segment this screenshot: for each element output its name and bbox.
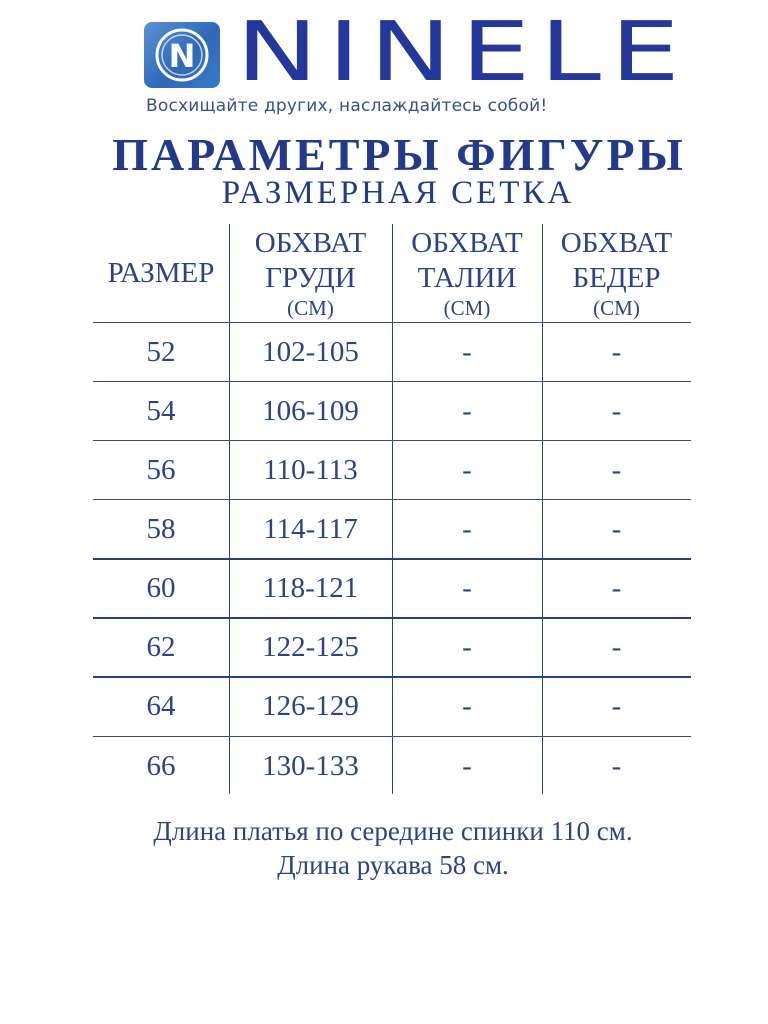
cell-size: 64: [146, 690, 176, 722]
table-row: [93, 618, 691, 677]
cell-hips: -: [611, 750, 622, 782]
cell-size: 56: [146, 454, 176, 486]
logo-emblem-icon: [144, 22, 220, 88]
table-row: [93, 441, 691, 500]
cell-size: 60: [146, 572, 176, 604]
cell-chest: 102-105: [262, 336, 359, 368]
cell-size: 66: [146, 750, 176, 782]
logo-row: [140, 5, 690, 100]
table-row: [93, 677, 691, 736]
cell-waist: -: [462, 454, 472, 486]
logo-badge: [144, 22, 220, 88]
page-title: ПАРАМЕТРЫ ФИГУРЫ: [112, 129, 686, 180]
table-row: [93, 382, 691, 441]
table-row: [93, 500, 691, 559]
cell-hips: -: [611, 513, 622, 545]
cell-size: 52: [146, 336, 176, 368]
cell-waist: -: [462, 395, 472, 427]
note-sleeve-length: Длина рукава 58 см.: [277, 850, 509, 880]
table-row: [93, 737, 691, 796]
cell-hips: -: [611, 572, 622, 604]
cell-chest: 126-129: [262, 690, 359, 722]
cell-waist: -: [462, 572, 472, 604]
cell-hips: -: [611, 454, 622, 486]
cell-chest: 106-109: [262, 395, 359, 427]
cell-hips: -: [611, 336, 622, 368]
page-subtitle: РАЗМЕРНАЯ СЕТКА: [221, 175, 575, 211]
header-chest: ОБХВАТ ГРУДИ (СМ): [254, 227, 367, 320]
header-hips: ОБХВАТ БЕДЕР (СМ): [560, 227, 673, 320]
header-waist: ОБХВАТ ТАЛИИ (СМ): [411, 227, 523, 320]
brand-tagline: Восхищайте других, наслаждайтесь собой!: [146, 96, 548, 116]
size-table: [93, 224, 691, 796]
svg-text:N: N: [168, 37, 196, 75]
cell-size: 54: [146, 395, 176, 427]
cell-waist: -: [462, 690, 472, 722]
cell-waist: -: [462, 513, 472, 545]
cell-size: 62: [146, 631, 176, 663]
cell-size: 58: [146, 513, 176, 545]
cell-chest: 110-113: [263, 454, 358, 486]
cell-chest: 114-117: [263, 513, 358, 545]
table-row: [93, 559, 691, 618]
cell-chest: 118-121: [262, 572, 359, 604]
cell-hips: -: [611, 690, 622, 722]
cell-chest: 130-133: [262, 750, 359, 782]
cell-waist: -: [462, 631, 472, 663]
cell-waist: -: [462, 336, 472, 368]
brand-name: NINELE: [236, 5, 690, 100]
header-size: РАЗМЕР: [107, 257, 215, 289]
note-dress-length: Длина платья по середине спинки 110 см.: [153, 816, 633, 846]
cell-chest: 122-125: [262, 631, 359, 663]
cell-waist: -: [462, 750, 472, 782]
cell-hips: -: [611, 395, 622, 427]
cell-hips: -: [611, 631, 622, 663]
table-row: [93, 323, 691, 382]
